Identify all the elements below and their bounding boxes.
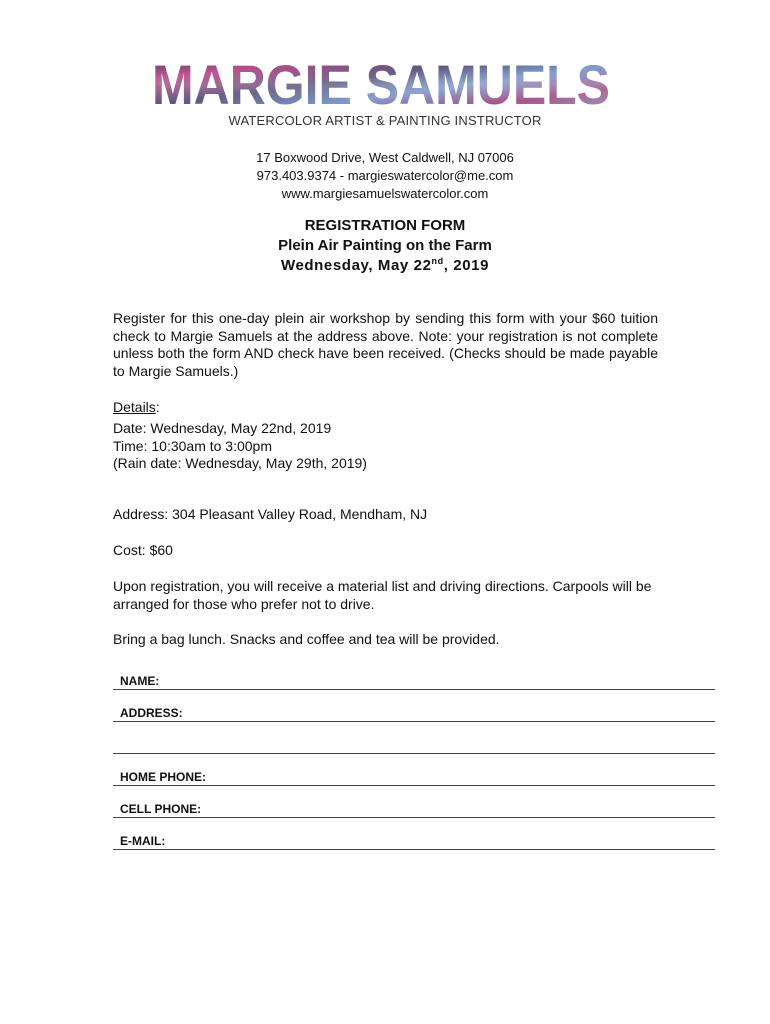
intro-paragraph: Register for this one-day plein air workshop by sending this form with your $60 tuition check to Margie Samuels at the address above. Note: your registration is not complete unless both the form AND check have been received. (Checks should be made payable to Margie Samuels.)	[113, 310, 658, 379]
event-address: Address: 304 Pleasant Valley Road, Mendham, NJ	[113, 506, 428, 522]
name-field[interactable]	[113, 673, 715, 690]
email-field[interactable]	[113, 833, 715, 850]
street-address: 17 Boxwood Drive, West Caldwell, NJ 07006	[256, 150, 514, 165]
margie-samuels-logo	[150, 56, 612, 112]
cell-phone-label: CELL PHONE:	[120, 802, 202, 816]
title-block	[0, 216, 770, 276]
subtitle: WATERCOLOR ARTIST & PAINTING INSTRUCTOR	[228, 113, 542, 128]
event-cost: Cost: $60	[113, 542, 173, 558]
registration-note: Upon registration, you will receive a material list and driving directions. Carpools will be arranged for those who prefer not to drive.	[113, 578, 652, 612]
workshop-date-title: Wednesday, May 22nd, 2019	[280, 256, 490, 274]
rain-date: (Rain date: Wednesday, May 29th, 2019)	[113, 455, 367, 471]
phone-email: 973.403.9374 - margieswatercolor@me.com	[256, 168, 514, 183]
email-label: E-MAIL:	[120, 834, 166, 848]
address-field-line-2[interactable]	[113, 737, 715, 754]
svg-text:MARGIE SAMUELS: MARGIE SAMUELS	[152, 56, 610, 112]
address-field[interactable]	[113, 705, 715, 722]
home-phone-field[interactable]	[113, 769, 715, 786]
event-time: Time: 10:30am to 3:00pm	[113, 437, 273, 454]
details-list	[113, 420, 658, 473]
cell-phone-field[interactable]	[113, 801, 715, 818]
website-link[interactable]: www.margiesamuelswatercolor.com	[281, 186, 489, 201]
event-date: Date: Wednesday, May 22nd, 2019	[113, 420, 332, 436]
contact-block	[0, 149, 770, 203]
home-phone-label: HOME PHONE:	[120, 770, 207, 784]
svg-text:MARGIE SAMUELS: MARGIE SAMUELS	[152, 56, 610, 112]
address-label: ADDRESS:	[120, 706, 183, 720]
details-heading: Details:	[113, 399, 160, 415]
name-label: NAME:	[120, 674, 160, 688]
workshop-title: Plein Air Painting on the Farm	[278, 237, 492, 254]
lunch-note: Bring a bag lunch. Snacks and coffee and tea will be provided.	[113, 631, 500, 647]
form-title: REGISTRATION FORM	[304, 217, 466, 234]
